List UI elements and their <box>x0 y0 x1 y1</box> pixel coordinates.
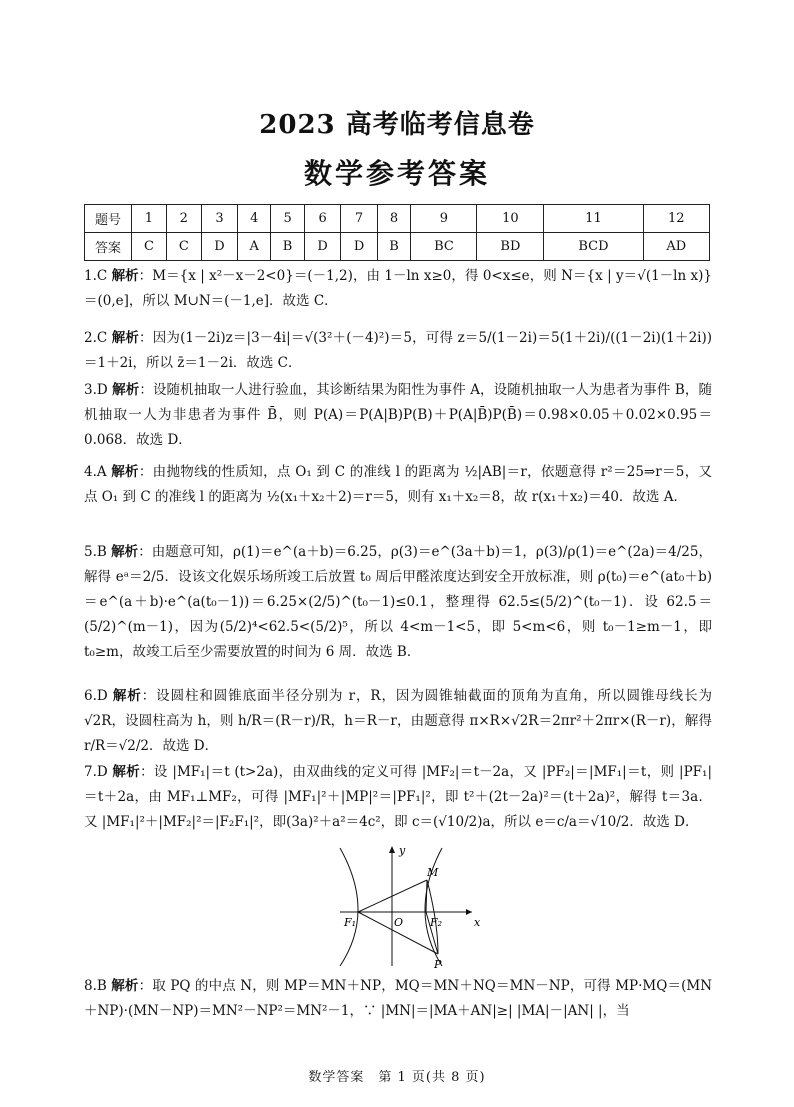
solution-2 <box>84 326 712 376</box>
segment-m-f2 <box>426 880 427 912</box>
solution-8 <box>84 974 712 1024</box>
solution-4 <box>84 460 712 510</box>
solution-3 <box>84 378 712 453</box>
y-axis-arrow <box>389 846 395 853</box>
solution-text: ：设 |MF₁|＝t (t>2a)，由双曲线的定义可得 |MF₂|＝t－2a，又 |PF₂|＝|MF₁|＝t，则 |PF₁|＝t＋2a，由 MF₁⊥MF₂，可得 |MF₁|²＋|MP|²＝|PF₁|²，即 t²＋(2t－2a)²＝(t＋2a)²，解得 t＝3a．又 |MF₁|²＋|MF₂|²＝|F₂F₁|²，即(3a)²＋a²＝4c²，即 c＝(√10/2)a，所以 e＝c/a＝√10/2．故选 D． <box>84 764 712 830</box>
solution-label: 解析 <box>111 268 139 284</box>
table-cell: B <box>271 233 305 261</box>
solution-number: 3.D <box>84 382 108 398</box>
solution-text: ：M＝{x | x²－x－2<0}＝(－1,2)，由 1－ln x≥0，得 0<x≤e，则 N＝{x | y＝√(1－ln x)}＝(0,e]，所以 M∪N＝(－1,e]．故选 C． <box>84 268 712 309</box>
solution-1 <box>84 264 712 314</box>
table-cell: BD <box>477 233 544 261</box>
table-cell: D <box>304 233 340 261</box>
solution-number: 2.C <box>84 330 108 346</box>
table-cell: 3 <box>201 205 237 233</box>
solution-label: 解析 <box>111 330 140 346</box>
page-title: 2023 高考临考信息卷 <box>259 110 535 140</box>
solution-number: 5.B <box>84 544 107 560</box>
solution-5 <box>84 540 712 665</box>
table-cell: 10 <box>477 205 544 233</box>
row-label-answer: 答案 <box>85 233 132 261</box>
table-cell: 1 <box>132 205 167 233</box>
solution-label: 解析 <box>112 382 140 398</box>
solution-number: 7.D <box>84 764 108 780</box>
f1-label: F₁ <box>344 916 357 929</box>
table-cell: 6 <box>304 205 340 233</box>
solution-text: ：设随机抽取一人进行验血，其诊断结果为阳性为事件 A，设随机抽取一人为患者为事件 B，随机抽取一人为非患者为事件 B̄，则 P(A)＝P(A|B)P(B)＋P(A|B̄)P(B̄)＝0.98×0.05＋0.02×0.95＝0.068．故选 D． <box>84 382 713 448</box>
solution-text: ：因为(1－2i)z＝|3－4i|＝√(3²＋(－4)²)＝5，可得 z＝5/(1－2i)＝5(1＋2i)/((1－2i)(1＋2i))＝1＋2i，所以 z̄＝1－2i．故选 C． <box>84 330 713 371</box>
table-cell: C <box>166 233 201 261</box>
solution-label: 解析 <box>111 544 139 560</box>
solution-number: 1.C <box>84 268 108 284</box>
solution-text: ：由题意可知，ρ(1)＝e^(a＋b)＝6.25，ρ(3)＝e^(3a＋b)＝1，ρ(3)/ρ(1)＝e^(2a)＝4/25，解得 eᵃ＝2/5．设该文化娱乐场所竣工后放置 t₀ 周后甲醛浓度达到安全开放标准，则 ρ(t₀)＝e^(at₀＋b)＝e^(a＋b)·e^(a(t₀－1))＝6.25×(2/5)^(t₀－1)≤0.1，整理得 62.5≤(5/2)^(t₀－1)．设 62.5＝(5/2)^(m－1)，因为(5/2)⁴<62.5<(5/2)⁵，所以 4<m－1<5，即 5<m<6，则 t₀－1≥m－1，即 t₀≥m，故竣工后至少需要放置的时间为 6 周．故选 B． <box>84 544 712 660</box>
row-label-number: 题号 <box>85 205 132 233</box>
page-subtitle: 数学参考答案 <box>303 157 490 190</box>
solution-text: ：由抛物线的性质知，点 O₁ 到 C 的准线 l 的距离为 ½|AB|＝r，依题意得 r²＝25⇒r＝5，又点 O₁ 到 C 的准线 l 的距离为 ½(x₁＋x₂＋2)＝r＝5，则有 x₁＋x₂＝8，故 r(x₁＋x₂)＝40．故选 A． <box>84 464 712 505</box>
table-cell: 7 <box>341 205 377 233</box>
hyperbola-figure <box>330 842 480 970</box>
p-label: P <box>434 958 442 970</box>
solution-text: ：取 PQ 的中点 N，则 MP＝MN＋NP，MQ＝MN＋NQ＝MN－NP，可得 MP·MQ＝(MN＋NP)·(MN－NP)＝MN²－NP²＝MN²－1，∵ |MN|＝|MA＋AN|≥| |MA|－|AN| |，当 <box>84 978 713 1019</box>
table-cell: BC <box>411 233 477 261</box>
table-cell: C <box>132 233 167 261</box>
table-cell: D <box>201 233 237 261</box>
solution-number: 8.B <box>84 978 107 994</box>
table-cell: 9 <box>411 205 477 233</box>
m-label: M <box>427 866 439 879</box>
page-footer: 数学答案 第 1 页(共 8 页) <box>308 1070 486 1085</box>
table-cell: B <box>377 233 411 261</box>
solution-label: 解析 <box>112 688 142 704</box>
origin-label: O <box>394 916 404 929</box>
solution-label: 解析 <box>111 978 139 994</box>
f2-label: F₂ <box>430 916 443 929</box>
x-label: x <box>474 916 480 929</box>
table-cell: 8 <box>377 205 411 233</box>
hyperbola-left-branch <box>340 848 358 966</box>
table-cell: BCD <box>544 233 643 261</box>
table-cell: 12 <box>643 205 709 233</box>
table-cell: 11 <box>544 205 643 233</box>
solution-label: 解析 <box>112 764 141 780</box>
x-axis-arrow <box>466 909 472 915</box>
table-row-answers <box>85 233 710 261</box>
answer-table <box>84 204 710 261</box>
table-cell: 2 <box>166 205 201 233</box>
solution-label: 解析 <box>111 464 139 480</box>
solution-7 <box>84 760 712 835</box>
table-cell: A <box>238 233 271 261</box>
table-cell: 5 <box>271 205 305 233</box>
solution-number: 6.D <box>84 688 108 704</box>
solution-number: 4.A <box>84 464 107 480</box>
y-label: y <box>399 844 406 857</box>
solution-text: ：设圆柱和圆锥底面半径分别为 r，R，因为圆锥轴截面的顶角为直角，所以圆锥母线长为 √2R，设圆柱高为 h，则 h/R＝(R－r)/R，h＝R－r，由题意得 π×R×√2R＝2πr²＋2πr×(R－r)，解得 r/R＝√2/2．故选 D． <box>84 688 712 754</box>
table-cell: AD <box>643 233 709 261</box>
table-row-numbers <box>85 205 710 233</box>
table-cell: D <box>341 233 377 261</box>
solution-6 <box>84 684 712 759</box>
table-cell: 4 <box>238 205 271 233</box>
